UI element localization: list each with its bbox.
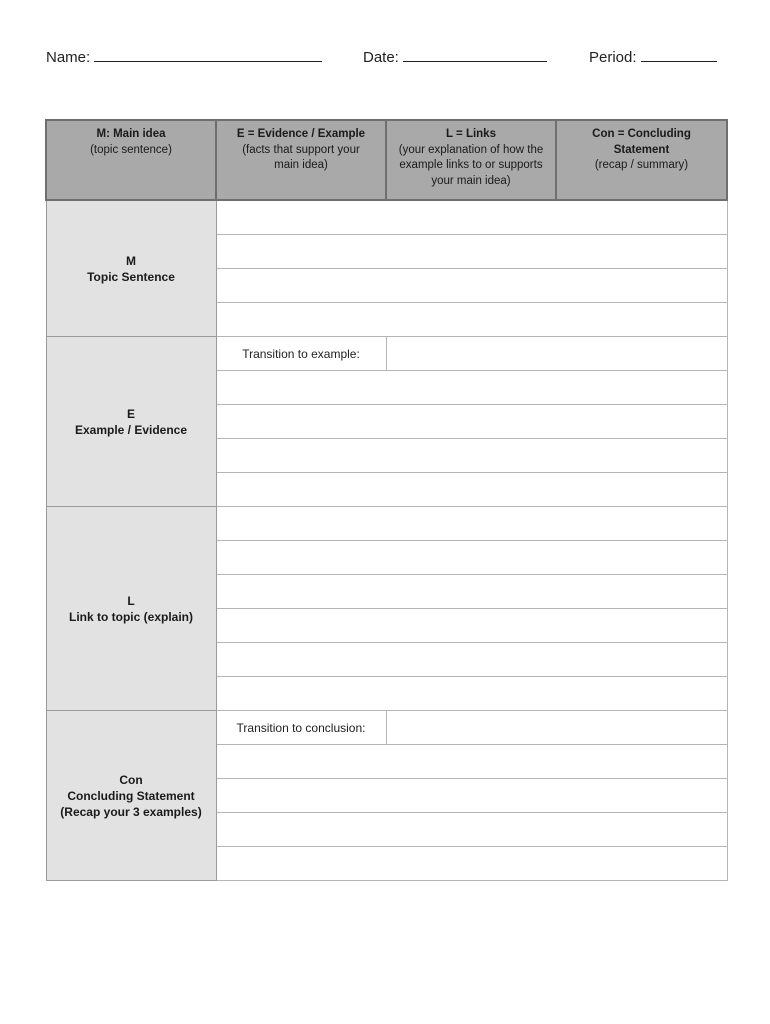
section-label-topic-sentence bbox=[46, 200, 216, 337]
writing-line[interactable] bbox=[216, 303, 727, 337]
section-title: Concluding Statement bbox=[67, 788, 195, 803]
writing-line[interactable] bbox=[216, 643, 727, 677]
con-row bbox=[46, 711, 727, 745]
column-header-main-idea bbox=[46, 120, 216, 200]
writing-line[interactable] bbox=[216, 371, 727, 405]
name-field[interactable] bbox=[46, 46, 322, 66]
name-label: Name: bbox=[46, 49, 91, 66]
section-title: Link to topic (explain) bbox=[68, 609, 193, 624]
column-title: M: Main idea bbox=[96, 128, 166, 140]
name-blank-line[interactable] bbox=[94, 46, 322, 62]
transition-to-conclusion-label: Transition to conclusion: bbox=[216, 711, 386, 745]
section-title: Topic Sentence bbox=[87, 269, 175, 284]
writing-line[interactable] bbox=[216, 745, 727, 779]
writing-line[interactable] bbox=[216, 575, 727, 609]
melcon-organizer-table bbox=[45, 119, 728, 881]
column-subtitle: (your explanation of how the example links to or supports your main idea) bbox=[398, 143, 544, 187]
writing-line[interactable] bbox=[216, 200, 727, 235]
column-header-concluding bbox=[556, 120, 727, 200]
section-letter: M bbox=[126, 253, 136, 268]
section-letter: E bbox=[126, 406, 135, 421]
column-title: L = Links bbox=[446, 128, 496, 140]
writing-line[interactable] bbox=[216, 473, 727, 507]
period-field[interactable] bbox=[589, 46, 717, 66]
period-blank-line[interactable] bbox=[641, 46, 717, 62]
writing-line[interactable] bbox=[216, 439, 727, 473]
date-label: Date: bbox=[363, 49, 399, 66]
writing-line[interactable] bbox=[216, 847, 727, 881]
period-label: Period: bbox=[589, 49, 637, 66]
writing-line[interactable] bbox=[216, 405, 727, 439]
section-title: Example / Evidence bbox=[74, 422, 188, 437]
writing-line[interactable] bbox=[216, 779, 727, 813]
column-title: Con = Concluding Statement bbox=[592, 128, 691, 156]
section-label-example-evidence bbox=[46, 337, 216, 507]
writing-line[interactable] bbox=[216, 609, 727, 643]
section-label-link-to-topic bbox=[46, 507, 216, 711]
date-field[interactable] bbox=[363, 46, 547, 66]
section-label-concluding-statement bbox=[46, 711, 216, 881]
transition-to-conclusion-field[interactable] bbox=[386, 711, 727, 745]
writing-line[interactable] bbox=[216, 269, 727, 303]
e-row bbox=[46, 337, 727, 371]
column-header-row bbox=[46, 120, 727, 200]
column-subtitle: (recap / summary) bbox=[594, 159, 689, 171]
m-row bbox=[46, 200, 727, 235]
section-letter: L bbox=[127, 593, 135, 608]
student-info-header bbox=[46, 46, 726, 68]
writing-line[interactable] bbox=[216, 235, 727, 269]
l-row bbox=[46, 507, 727, 541]
column-subtitle: (facts that support your main idea) bbox=[242, 143, 360, 171]
column-title: E = Evidence / Example bbox=[236, 128, 366, 140]
column-header-links bbox=[386, 120, 556, 200]
section-letter: Con bbox=[119, 772, 143, 787]
transition-to-example-label: Transition to example: bbox=[216, 337, 386, 371]
date-blank-line[interactable] bbox=[403, 46, 547, 62]
transition-to-example-field[interactable] bbox=[386, 337, 727, 371]
writing-line[interactable] bbox=[216, 677, 727, 711]
writing-line[interactable] bbox=[216, 507, 727, 541]
column-subtitle: (topic sentence) bbox=[90, 143, 172, 156]
section-subtitle: (Recap your 3 examples) bbox=[60, 804, 202, 819]
writing-line[interactable] bbox=[216, 813, 727, 847]
column-header-evidence bbox=[216, 120, 386, 200]
writing-line[interactable] bbox=[216, 541, 727, 575]
